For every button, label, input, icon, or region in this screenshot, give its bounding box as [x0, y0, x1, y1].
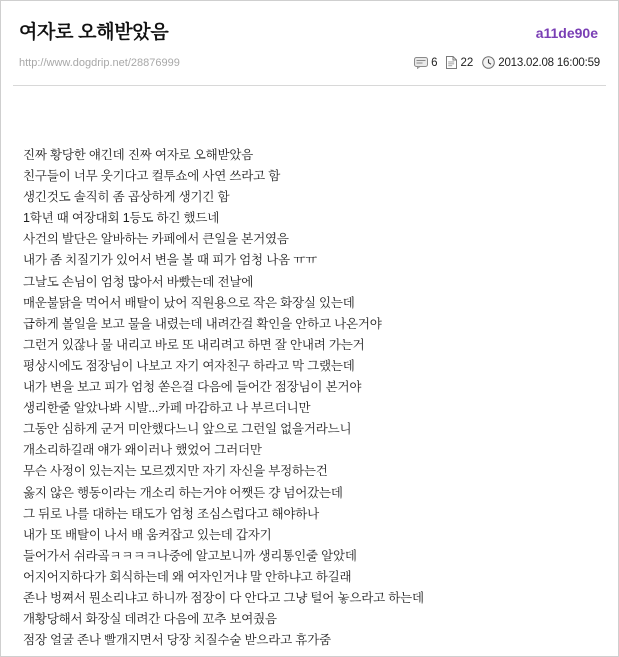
- post-body: [1, 97, 618, 656]
- author-name[interactable]: a11de90e: [535, 25, 598, 41]
- post-date-value: 2013.02.08 16:00:59: [498, 56, 600, 69]
- post-line: 평상시에도 점장님이 나보고 자기 여자친구 하라고 막 그랬는데: [23, 358, 355, 373]
- post-line: 친구들이 너무 웃기다고 컬투쇼에 사연 쓰라고 함: [23, 169, 281, 184]
- post-line: 그 뒤로 나를 대하는 태도가 엄청 조심스럽다고 해야하나: [23, 506, 320, 521]
- view-count: [446, 56, 473, 69]
- post-line: 들어가서 쉬라곸ㅋㅋㅋㅋ나중에 알고보니까 생리통인줄 알았데: [23, 548, 357, 563]
- post-line: 내가 또 배탈이 나서 배 움켜잡고 있는데 갑자기: [23, 527, 272, 542]
- view-count-value: 22: [460, 56, 474, 69]
- meta-stats: [414, 56, 600, 69]
- post-line: 사건의 발단은 알바하는 카페에서 큰일을 본거였음: [23, 232, 289, 247]
- title-row: [19, 17, 600, 44]
- post-line: 어지어지하다가 회식하는데 왜 여자인거냐 말 안하냐고 하길래: [23, 569, 352, 584]
- post-line: 생긴것도 솔직히 좀 곱상하게 생기긴 함: [23, 190, 230, 205]
- post-line: 그런거 있잖나 물 내리고 바로 또 내리려고 하면 잘 안내려 가는거: [23, 337, 365, 352]
- post-header: [1, 1, 618, 71]
- post-line: 점장 얼굴 존나 빨개지면서 당장 치질수술 받으라고 휴가줌: [23, 633, 331, 648]
- post-line: 옳지 않은 행동이라는 개소리 하는거야 어쨋든 걍 넘어갔는데: [23, 485, 343, 500]
- post-line: 진짜 황당한 얘긴데 진짜 여자로 오해받았음: [23, 148, 254, 162]
- post-line: 그날도 손님이 엄청 많아서 바빴는데 전날에: [23, 274, 254, 289]
- clock-icon: [482, 56, 495, 69]
- post-line: 개황당해서 화장실 데려간 다음에 꼬추 보여줬음: [23, 612, 277, 627]
- post-line: 생리한줄 알았나봐 시발...카페 마감하고 나 부르더니만: [23, 401, 311, 416]
- post-line: 개소리하길래 얘가 왜이러나 했었어 그러더만: [23, 443, 262, 458]
- post-line: 내가 변을 보고 피가 엄청 쏟은걸 다음에 들어간 점장님이 본거야: [23, 380, 362, 395]
- post-line: 내가 좀 치질기가 있어서 변을 볼 때 피가 엄청 나옴 ㅠㅠ: [23, 253, 317, 268]
- post-line: 무슨 사정이 있는지는 모르겠지만 자기 자신을 부정하는건: [23, 464, 328, 479]
- meta-row: [19, 56, 600, 69]
- post-line: 존나 벙쪄서 뭔소리냐고 하니까 점장이 다 안다고 그냥 털어 놓으라고 하는데: [23, 590, 424, 605]
- post-line: 매운불닭을 먹어서 배탈이 났어 직원용으로 작은 화장실 있는데: [23, 295, 355, 310]
- comment-bubble-icon: [414, 57, 428, 69]
- document-icon: [446, 56, 457, 69]
- comment-count-value: 6: [431, 56, 438, 69]
- page-title: 여자로 오해받았음: [19, 22, 169, 43]
- post-date: [482, 56, 600, 69]
- post-url-link[interactable]: http://www.dogdrip.net/28876999: [19, 56, 180, 69]
- post-line: 급하게 볼일을 보고 물을 내렸는데 내려간걸 확인을 안하고 나온거야: [23, 316, 382, 331]
- post-line: 그동안 심하게 군거 미안했다느니 앞으로 그런일 없을거라느니: [23, 422, 352, 437]
- header-divider: [13, 85, 606, 86]
- post-line: 1학년 때 여장대회 1등도 하긴 했드네: [23, 211, 220, 226]
- comment-count: [414, 57, 437, 69]
